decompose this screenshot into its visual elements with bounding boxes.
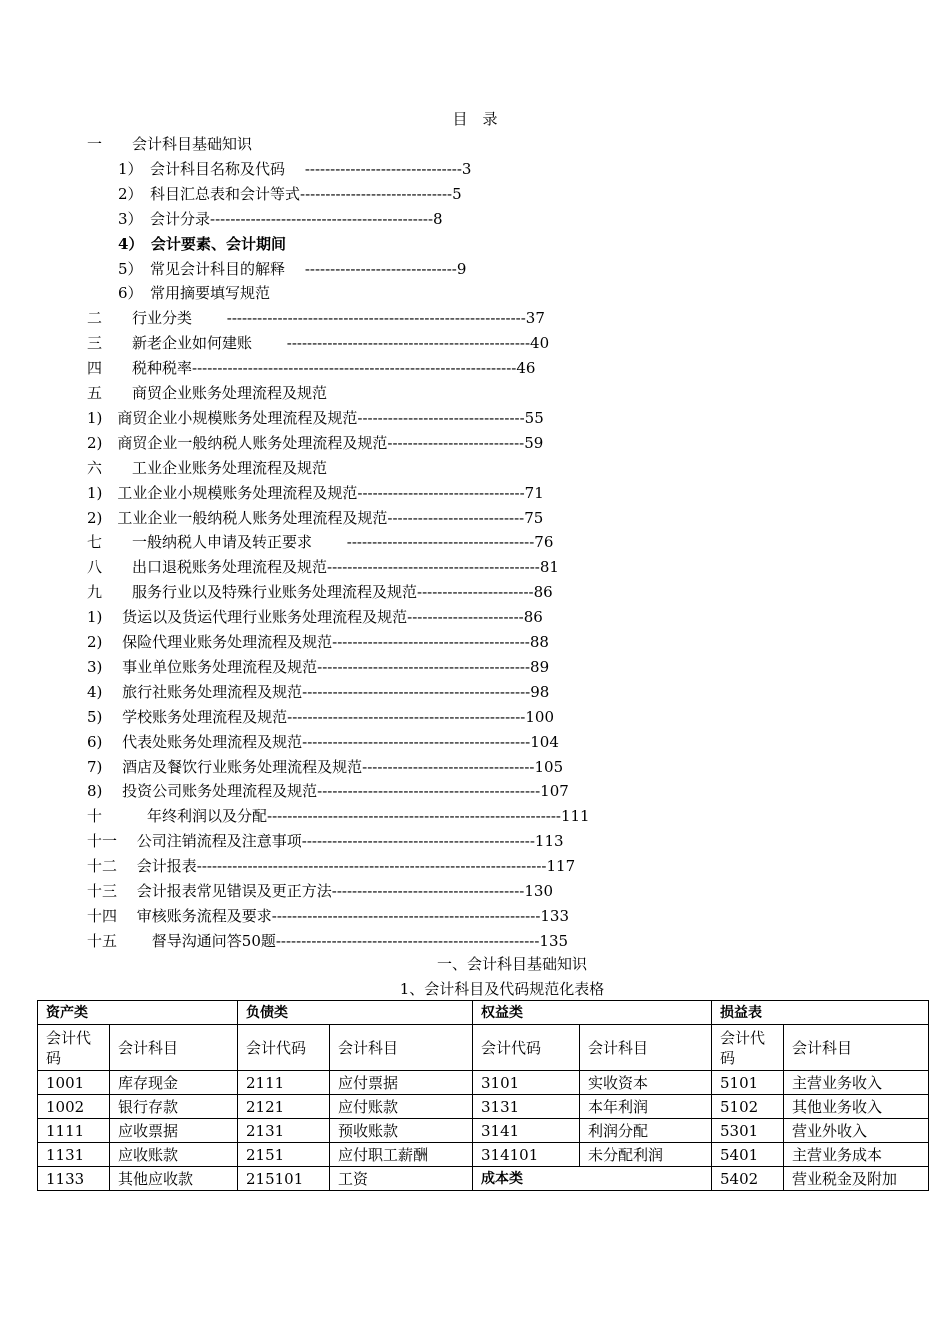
toc-entry: 2) 保险代理业账务处理流程及规范---------------------------------------88 [87, 633, 549, 651]
toc-entry: 1) 货运以及货运代理行业账务处理流程及规范-----------------------86 [87, 608, 543, 627]
table-cell: 2111 [238, 1071, 330, 1095]
toc-entry: 二 行业分类 -----------------------------------------------------------37 [87, 309, 545, 328]
table-cell: 银行存款 [110, 1095, 238, 1119]
toc-entry: 2） 科目汇总表和会计等式------------------------------5 [118, 184, 462, 203]
col-header-name: 会计科目 [330, 1025, 473, 1071]
toc-entry: 1） 会计科目名称及代码 -------------------------------3 [118, 159, 472, 178]
table-cell: 215101 [238, 1167, 330, 1191]
toc-entry: 2) 商贸企业一般纳税人账务处理流程及规范---------------------------59 [87, 433, 544, 452]
col-header-code: 会计代码 [473, 1025, 580, 1071]
table-cell: 应付职工薪酬 [330, 1143, 473, 1167]
table-cell: 预收账款 [330, 1119, 473, 1143]
toc-entry: 8) 投资公司账务处理流程及规范--------------------------------------------107 [87, 782, 569, 801]
col-header-name: 会计科目 [580, 1025, 712, 1071]
table-cell: 5102 [712, 1095, 784, 1119]
group-profit-loss: 损益表 [712, 1001, 929, 1025]
table-cell: 未分配利润 [580, 1143, 712, 1167]
toc-entry: 七 一般纳税人申请及转正要求 -------------------------------------76 [87, 533, 554, 552]
toc-title: 目 录 [452, 110, 498, 128]
section-heading: 一、会计科目基础知识 [436, 955, 587, 973]
table-row [38, 1095, 929, 1119]
table-row [38, 1143, 929, 1167]
table-cell: 2151 [238, 1143, 330, 1167]
col-header-code: 会计代码 [712, 1025, 784, 1071]
table-cell: 3131 [473, 1095, 580, 1119]
table-cell: 应收票据 [110, 1119, 238, 1143]
table-cell: 实收资本 [580, 1071, 712, 1095]
toc-entry: 4） 会计要素、会计期间 [118, 234, 286, 253]
table-column-header-row [38, 1025, 929, 1071]
table-cell: 1111 [38, 1119, 110, 1143]
table-cell: 库存现金 [110, 1071, 238, 1095]
table-cell: 1001 [38, 1071, 110, 1095]
toc-entry: 3） 会计分录--------------------------------------------8 [118, 209, 443, 228]
table-cell: 其他应收款 [110, 1167, 238, 1191]
table-cell: 应收账款 [110, 1143, 238, 1167]
table-cell: 3101 [473, 1071, 580, 1095]
toc-entry: 2) 工业企业一般纳税人账务处理流程及规范---------------------------75 [87, 508, 544, 527]
table-cell: 1131 [38, 1143, 110, 1167]
toc-entry: 6) 代表处账务处理流程及规范---------------------------------------------104 [87, 732, 559, 751]
toc-entry: 4) 旅行社账务处理流程及规范---------------------------------------------98 [87, 682, 550, 701]
toc-entry: 十 年终利润以及分配----------------------------------------------------------111 [87, 807, 590, 826]
table-row [38, 1119, 929, 1143]
group-equity: 权益类 [473, 1001, 712, 1025]
table-cell: 其他业务收入 [784, 1095, 929, 1119]
group-cost: 成本类 [473, 1167, 712, 1191]
toc-entry: 四 税种税率----------------------------------------------------------------46 [87, 359, 536, 378]
toc-entry: 十三 会计报表常见错误及更正方法--------------------------------------130 [87, 882, 553, 900]
group-liabilities: 负债类 [238, 1001, 473, 1025]
toc-entry: 十五 督导沟通问答50题----------------------------------------------------135 [87, 931, 569, 950]
table-cell: 5101 [712, 1071, 784, 1095]
toc-entry: 十二 会计报表---------------------------------------------------------------------117 [87, 857, 576, 876]
toc-entry: 五 商贸企业账务处理流程及规范 [87, 384, 328, 402]
table-cell: 应付票据 [330, 1071, 473, 1095]
toc-entry: 1) 工业企业小规模账务处理流程及规范---------------------------------71 [87, 483, 544, 502]
account-code-table [37, 1000, 929, 1191]
table-cell: 2121 [238, 1095, 330, 1119]
table-cell: 314101 [473, 1143, 580, 1167]
table-cell: 5301 [712, 1119, 784, 1143]
table-group-header-row [38, 1001, 929, 1025]
toc-entry: 六 工业企业账务处理流程及规范 [87, 458, 328, 477]
table-cell: 2131 [238, 1119, 330, 1143]
toc-entry: 十四 审核账务流程及要求-----------------------------------------------------133 [87, 906, 570, 925]
table-cell: 1002 [38, 1095, 110, 1119]
toc-entry: 1) 商贸企业小规模账务处理流程及规范---------------------------------55 [87, 408, 544, 427]
table-cell: 5402 [712, 1167, 784, 1191]
table-cell: 1133 [38, 1167, 110, 1191]
section-subheading: 1、会计科目及代码规范化表格 [399, 980, 605, 998]
table-cell: 营业税金及附加 [784, 1167, 929, 1191]
col-header-code: 会计代码 [38, 1025, 110, 1071]
col-header-code: 会计代码 [238, 1025, 330, 1071]
table-row [38, 1071, 929, 1095]
table-row [38, 1167, 929, 1191]
table-cell: 利润分配 [580, 1119, 712, 1143]
table-cell: 营业外收入 [784, 1119, 929, 1143]
toc-entry: 十一 公司注销流程及注意事项----------------------------------------------113 [87, 832, 564, 851]
col-header-name: 会计科目 [784, 1025, 929, 1071]
toc-entry: 3) 事业单位账务处理流程及规范------------------------------------------89 [87, 657, 550, 676]
table-cell: 主营业务成本 [784, 1143, 929, 1167]
toc-entry: 一 会计科目基础知识 [87, 135, 253, 153]
toc-entry: 7) 酒店及餐饮行业账务处理流程及规范----------------------------------105 [87, 757, 564, 776]
toc-entry: 5) 学校账务处理流程及规范-----------------------------------------------100 [87, 707, 555, 726]
table-cell: 本年利润 [580, 1095, 712, 1119]
group-assets: 资产类 [38, 1001, 238, 1025]
table-cell: 应付账款 [330, 1095, 473, 1119]
table-cell: 工资 [330, 1167, 473, 1191]
toc-entry: 6） 常用摘要填写规范 [118, 284, 271, 303]
toc-entry: 九 服务行业以及特殊行业账务处理流程及规范-----------------------86 [87, 583, 553, 602]
table-cell: 主营业务收入 [784, 1071, 929, 1095]
toc-entry: 八 出口退税账务处理流程及规范------------------------------------------81 [87, 558, 559, 577]
col-header-name: 会计科目 [110, 1025, 238, 1071]
table-cell: 5401 [712, 1143, 784, 1167]
table-cell: 3141 [473, 1119, 580, 1143]
toc-entry: 三 新老企业如何建账 ------------------------------------------------40 [87, 334, 550, 353]
toc-entry: 5） 常见会计科目的解释 ------------------------------9 [118, 259, 467, 278]
